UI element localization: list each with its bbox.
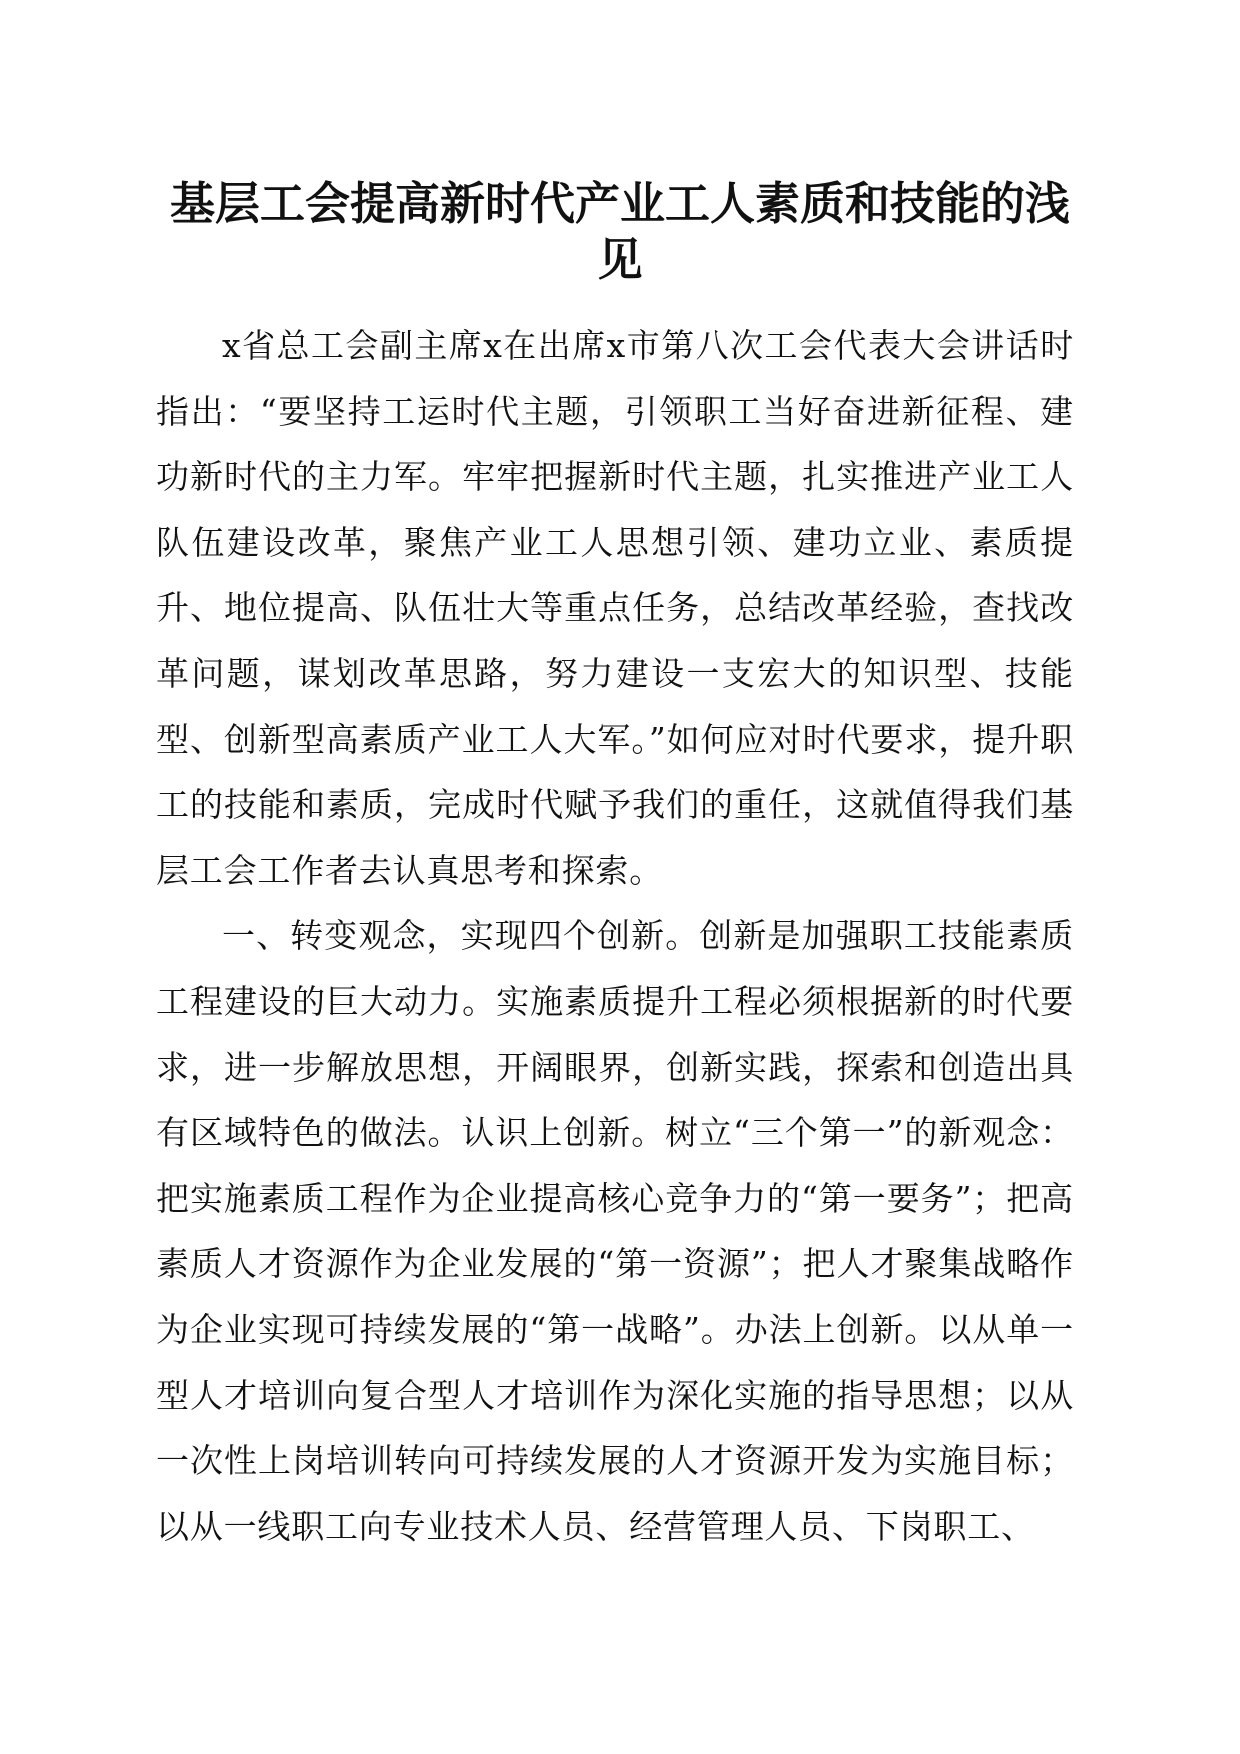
document-title: 基层工会提高新时代产业工人素质和技能的浅见 [169, 177, 1070, 286]
paragraph-section-one: 一、转变观念，实现四个创新。创新是加强职工技能素质工程建设的巨大动力。实施素质提升工程必须根据新的时代要求，进一步解放思想，开阔眼界，创新实践，探索和创造出具有区域特色的做法。认识上创新。树立“三个第一”的新观念：把实施素质工程作为企业提高核心竞争力的“第一要务”；把高素质人才资源作为企业发展的“第一资源”；把人才聚集战略作为企业实现可持续发展的“第一战略”。办法上创新。以从单一型人才培训向复合型人才培训作为深化实施的指导思想；以从一次性上岗培训转向可持续发展的人才资源开发为实施目标；以从一线职工向专业技术人员、经营管理人员、下岗职工、 [156, 916, 1074, 1546]
paragraph-intro: x省总工会副主席x在出席x市第八次工会代表大会讲话时指出：“要坚持工运时代主题，引领职工当好奋进新征程、建功新时代的主力军。牢牢把握新时代主题，扎实推进产业工人队伍建设改革，聚焦产业工人思想引领、建功立业、素质提升、地位提高、队伍壮大等重点任务，总结改革经验，查找改革问题，谋划改革思路，努力建设一支宏大的知识型、技能型、创新型高素质产业工人大军。”如何应对时代要求，提升职工的技能和素质，完成时代赋予我们的重任，这就值得我们基层工会工作者去认真思考和探索。 [156, 326, 1074, 890]
document-body [156, 313, 1074, 1559]
